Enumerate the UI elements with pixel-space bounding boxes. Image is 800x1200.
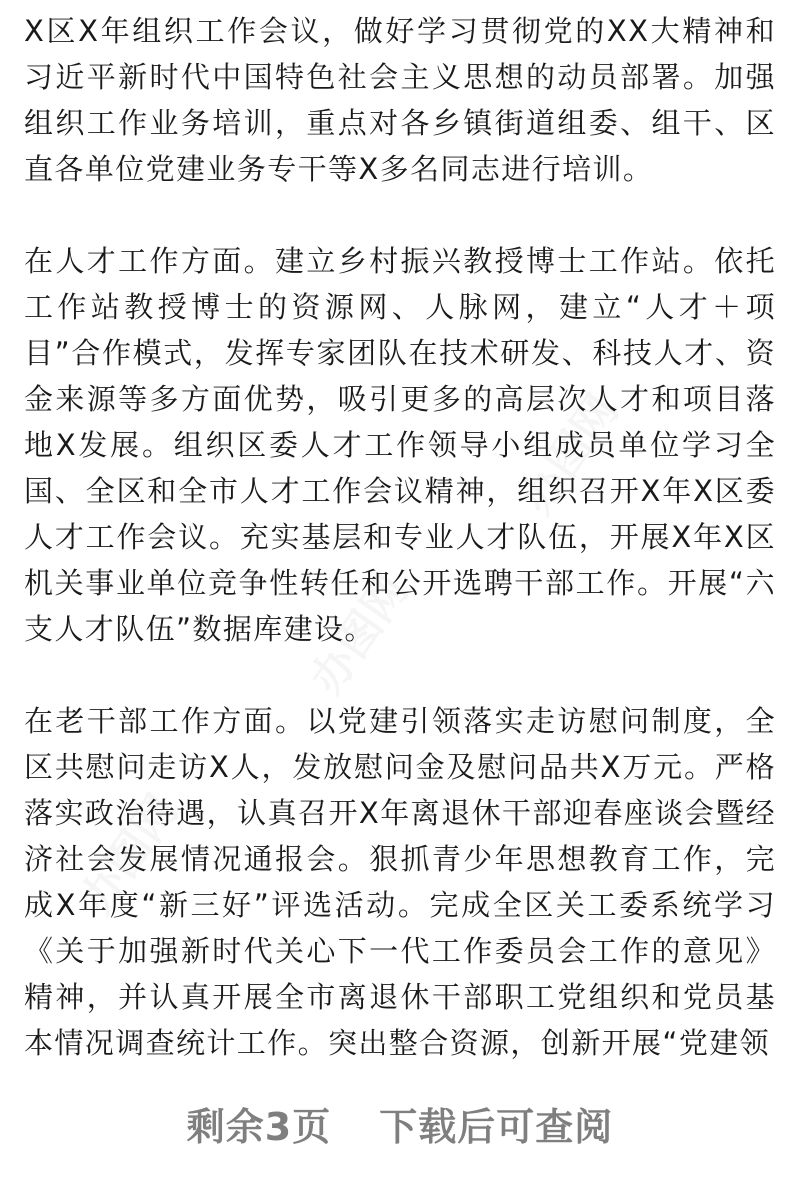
- watermark-logo: 办图网: [300, 565, 419, 704]
- watermark-logo: 办图网: [70, 785, 189, 924]
- watermark-logo: 办图网: [510, 385, 629, 524]
- document-body: [24, 8, 776, 1066]
- download-prompt-banner[interactable]: [0, 1093, 800, 1153]
- remaining-pages-label: 剩余3页: [186, 1104, 332, 1149]
- paragraph-organization-work: X区X年组织工作会议，做好学习贯彻党的XX大精神和习近平新时代中国特色社会主义思想的动员部署。加强组织工作业务培训，重点对各乡镇街道组委、组干、区直各单位党建业务专干等X多名同志进行培训。: [24, 14, 776, 186]
- paragraph-talent-work: 在人才工作方面。建立乡村振兴教授博士工作站。依托工作站教授博士的资源网、人脉网，建立“人才＋项目”合作模式，发挥专家团队在技术研发、科技人才、资金来源等多方面优势，吸引更多的高层次人才和项目落地X发展。组织区委人才工作领导小组成员单位学习全国、全区和全市人才工作会议精神，组织召开X年X区委人才工作会议。充实基层和专业人才队伍，开展X年X区机关事业单位竞争性转任和公开选聘干部工作。开展“六支人才队伍”数据库建设。: [24, 244, 776, 646]
- download-to-view-label: 下载后可查阅: [379, 1104, 614, 1149]
- paragraph-veteran-cadre-work: 在老干部工作方面。以党建引领落实走访慰问制度，全区共慰问走访X人，发放慰问金及慰问品共X万元。严格落实政治待遇，认真召开X年离退休干部迎春座谈会暨经济社会发展情况通报会。狠抓青少年思想教育工作，完成X年度“新三好”评选活动。完成全区关工委系统学习《关于加强新时代关心下一代工作委员会工作的意见》精神，并认真开展全市离退休干部职工党组织和党员基本情况调查统计工作。突出整合资源，创新开展“党建领: [24, 704, 776, 1060]
